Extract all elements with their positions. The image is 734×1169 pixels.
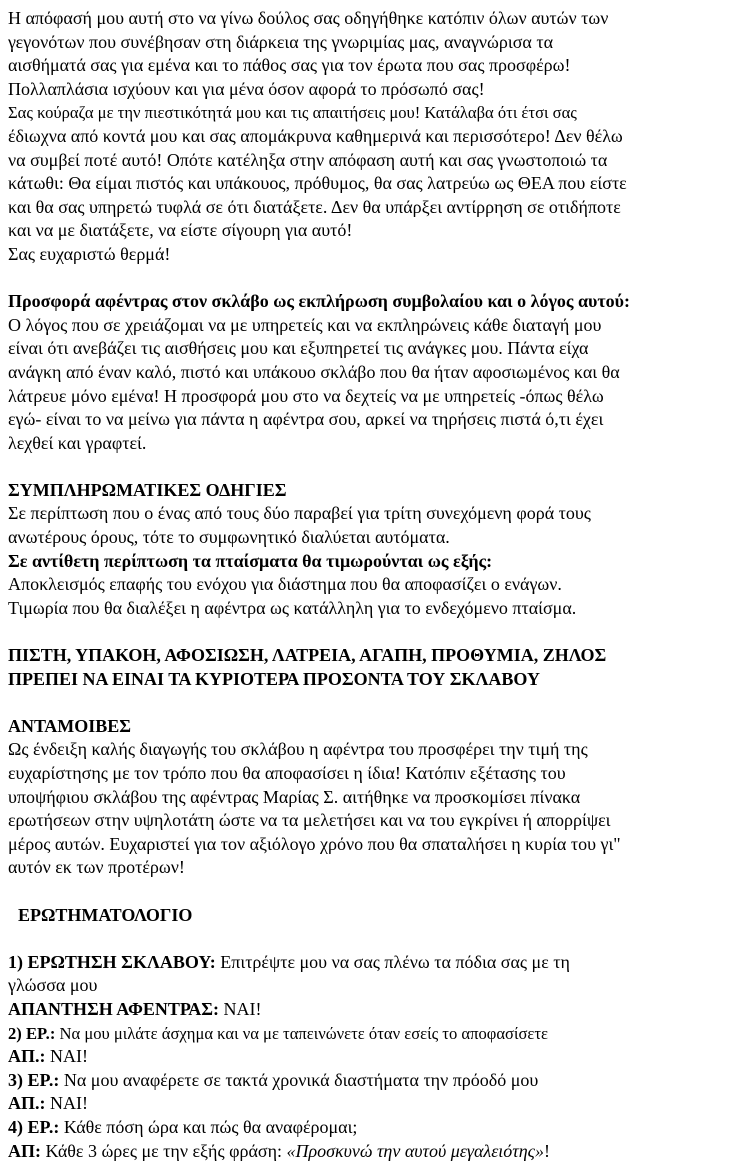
text-segment: 2) ΕΡ.: (8, 1023, 56, 1043)
text-segment: ΝΑΙ! (45, 1046, 88, 1067)
text-segment: λάτρευε μόνο εμένα! Η προσφορά μου στο να δεχτείς να με υπηρετείς -όπως θέλω (8, 385, 604, 406)
text-segment: ΑΠ: (8, 1140, 41, 1161)
text-line (8, 1069, 730, 1093)
text-line (8, 101, 730, 125)
text-line (8, 432, 730, 456)
text-segment: αυτόν εκ των προτέρων! (8, 857, 185, 878)
text-line (8, 502, 730, 526)
text-segment: «Προσκυνώ την αυτού μεγαλειότης» (286, 1140, 544, 1161)
text-segment: ΑΝΤΑΜΟΙΒΕΣ (8, 715, 132, 736)
text-segment: Κάθε 3 ώρες με την εξής φράση: (41, 1140, 287, 1161)
text-segment: ΕΡΩΤΗΜΑΤΟΛΟΓΙΟ (18, 904, 193, 925)
blank-line (8, 927, 730, 951)
text-line (8, 196, 730, 220)
text-segment: ΝΑΙ! (219, 998, 262, 1019)
text-line (8, 974, 730, 998)
text-segment: Τιμωρία που θα διαλέξει η αφέντρα ως κατάλληλη για το ενδεχόμενο πταίσμα. (8, 597, 577, 618)
text-line (8, 78, 730, 102)
text-segment: έδιωχνα από κοντά μου και σας απομάκρυνα καθημερινά και περισσότερο! Δεν θέλω (8, 125, 623, 146)
text-segment: Ο λόγος που σε χρειάζομαι να με υπηρετείς και να εκπληρώνεις κάθε διαταγή μου (8, 314, 602, 335)
text-line (8, 1045, 730, 1069)
text-segment: Σε αντίθετη περίπτωση τα πταίσματα θα τιμωρούνται ως εξής: (8, 550, 493, 571)
text-segment: γλώσσα μου (8, 975, 98, 996)
text-line (8, 1092, 730, 1116)
text-line (8, 31, 730, 55)
blank-line (8, 620, 730, 644)
text-line (8, 314, 730, 338)
text-segment: κάτωθι: Θα είμαι πιστός και υπάκουος, πρόθυμος, θα σας λατρεύω ως ΘΕΑ που είστε (8, 173, 627, 194)
text-line (8, 998, 730, 1022)
text-segment: Προσφορά αφέντρας στον σκλάβο ως εκπλήρωση συμβολαίου και ο λόγος αυτού: (8, 291, 630, 312)
text-line (8, 361, 730, 385)
text-segment: ΣΥΜΠΛΗΡΩΜΑΤΙΚΕΣ ΟΔΗΓΙΕΣ (8, 479, 287, 500)
text-segment: λεχθεί και γραφτεί. (8, 432, 147, 453)
text-line (8, 125, 730, 149)
text-line (8, 337, 730, 361)
text-line (8, 856, 730, 880)
blank-line (8, 880, 730, 904)
text-line (8, 951, 730, 975)
blank-line (8, 267, 730, 291)
text-segment: ΝΑΙ! (45, 1093, 88, 1114)
text-line (8, 550, 730, 574)
text-segment: Σε περίπτωση που ο ένας από τους δύο παραβεί για τρίτη συνεχόμενη φορά τους (8, 503, 591, 524)
text-line (8, 408, 730, 432)
text-segment: υποψήφιου σκλάβου της αφέντρας Μαρίας Σ. αιτήθηκε να προσκομίσει πίνακα (8, 786, 581, 807)
text-segment: 1) ΕΡΩΤΗΣΗ ΣΚΛΑΒΟΥ: (8, 951, 216, 972)
text-segment: ανάγκη από έναν καλό, πιστό και υπάκουο σκλάβο που θα ήταν αφοσιωμένος και θα (8, 361, 620, 382)
text-line (8, 1116, 730, 1140)
text-segment: Πολλαπλάσια ισχύουν και για μένα όσον αφορά το πρόσωπό σας! (8, 78, 485, 99)
text-line (8, 172, 730, 196)
text-segment: Να μου αναφέρετε σε τακτά χρονικά διαστήματα την πρόοδό μου (59, 1069, 539, 1090)
text-segment: Η απόφασή μου αυτή στο να γίνω δούλος σας οδηγήθηκε κατόπιν όλων αυτών των (8, 8, 609, 28)
text-line (8, 904, 730, 928)
text-line (8, 762, 730, 786)
text-segment: Επιτρέψτε μου να σας πλένω τα πόδια σας με τη (215, 951, 570, 972)
text-segment: γεγονότων που συνέβησαν στη διάρκεια της γνωριμίας μας, αναγνώρισα τα (8, 31, 554, 52)
text-segment: Σας ευχαριστώ θερμά! (8, 243, 171, 264)
text-line (8, 573, 730, 597)
text-segment: ΠΙΣΤΗ, ΥΠΑΚΟΗ, ΑΦΟΣΙΩΣΗ, ΛΑΤΡΕΙΑ, ΑΓΑΠΗ, ΠΡΟΘΥΜΙΑ, ΖΗΛΟΣ (8, 645, 607, 666)
text-segment: μέρος αυτών. Ευχαριστεί για τον αξιόλογο χρόνο που θα σπαταλήσει η κυρία του γι" (8, 833, 621, 854)
text-segment: ΑΠ.: (8, 1046, 46, 1067)
blank-line (8, 455, 730, 479)
text-line (8, 54, 730, 78)
text-segment: Σας κούραζα με την πιεστικότητά μου και τις απαιτήσεις μου! Κατάλαβα ότι έτσι σας (8, 103, 577, 123)
text-segment: ευχαρίστησης με τον τρόπο που θα αποφασίσει η ίδια! Κατόπιν εξέτασης του (8, 763, 566, 783)
text-line (8, 809, 730, 833)
text-segment: εγώ- είναι το να μείνω για πάντα η αφέντρα σου, αρκεί να τηρήσεις πιστά ό,τι έχει (8, 409, 604, 430)
text-segment: είναι ότι ανεβάζει τις αισθήσεις μου και εξυπηρετεί τις ανάγκες μου. Πάντα είχα (8, 338, 589, 359)
text-line (8, 1140, 730, 1164)
text-line (8, 219, 730, 243)
text-segment: Ως ένδειξη καλής διαγωγής του σκλάβου η αφέντρα του προσφέρει την τιμή της (8, 739, 588, 760)
text-line (8, 479, 730, 503)
text-line (8, 715, 730, 739)
text-line (8, 644, 730, 668)
text-segment: ερωτήσεων στην υψηλοτάτη ώστε να τα μελετήσει και να του εγκρίνει ή απορρίψει (8, 810, 611, 831)
text-line (8, 290, 730, 314)
text-segment: Κάθε πόση ώρα και πώς θα αναφέρομαι; (59, 1116, 358, 1137)
text-segment: 4) ΕΡ.: (8, 1116, 60, 1137)
text-segment: 3) ΕΡ.: (8, 1069, 60, 1090)
text-line (8, 597, 730, 621)
text-line (8, 738, 730, 762)
text-segment: να συμβεί ποτέ αυτό! Οπότε κατέληξα στην απόφαση αυτή και σας γνωστοποιώ τα (8, 149, 608, 170)
text-segment: Να μου μιλάτε άσχημα και να με ταπεινώνετε όταν εσείς το αποφασίσετε (55, 1023, 549, 1043)
text-segment: αισθήματά σας για εμένα και το πάθος σας για τον έρωτα που σας προσφέρω! (8, 55, 571, 76)
text-line (8, 786, 730, 810)
text-segment: ΑΠΑΝΤΗΣΗ ΑΦΕΝΤΡΑΣ: (8, 998, 220, 1019)
text-line (8, 7, 730, 31)
text-segment: και θα σας υπηρετώ τυφλά σε ότι διατάξετε. Δεν θα υπάρξει αντίρρηση σε οτιδήποτε (8, 196, 621, 217)
text-line (8, 668, 730, 692)
text-line (8, 243, 730, 267)
text-segment: ΠΡΕΠΕΙ ΝΑ ΕΙΝΑΙ ΤΑ ΚΥΡΙΟΤΕΡΑ ΠΡΟΣΟΝΤΑ ΤΟΥ ΣΚΛΑΒΟΥ (8, 668, 540, 689)
text-line (8, 526, 730, 550)
text-segment: Αποκλεισμός επαφής του ενόχου για διάστημα που θα αποφασίζει ο ενάγων. (8, 574, 562, 595)
text-line (8, 149, 730, 173)
blank-line (8, 691, 730, 715)
text-line (8, 833, 730, 857)
text-line (8, 1022, 730, 1046)
text-segment: ! (543, 1140, 550, 1161)
text-segment: και να με διατάξετε, να είστε σίγουρη για αυτό! (8, 220, 353, 241)
text-segment: ανωτέρους όρους, τότε το συμφωνητικό διαλύεται αυτόματα. (8, 527, 450, 548)
text-segment: ΑΠ.: (8, 1093, 46, 1114)
text-line (8, 385, 730, 409)
